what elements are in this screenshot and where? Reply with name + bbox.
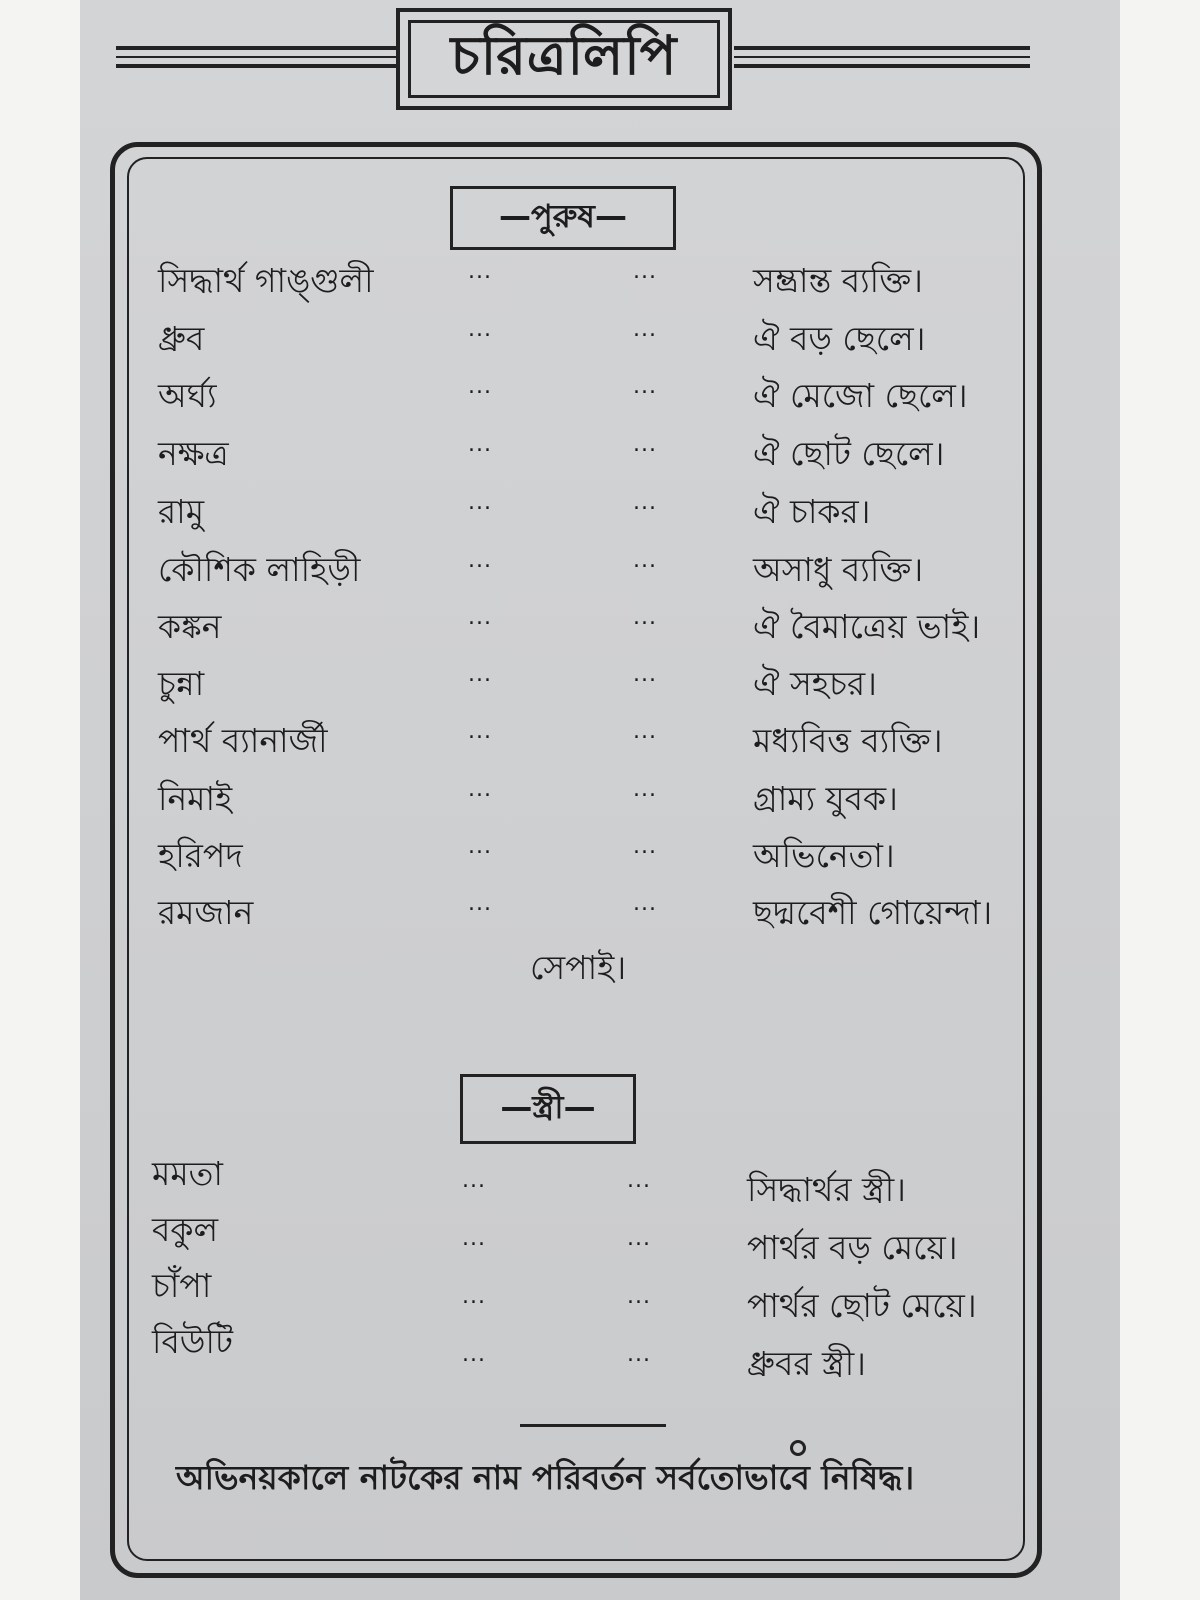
leader-dots: ... xyxy=(633,605,657,630)
leader-dots: ... xyxy=(462,1168,486,1193)
character-name: চুন্না xyxy=(158,664,205,703)
leader-dots: ... xyxy=(462,1226,486,1251)
cast-row xyxy=(152,1148,1072,1209)
leader-dots: ... xyxy=(633,834,657,859)
role-continuation: সেপাই। xyxy=(530,948,627,987)
title-box xyxy=(396,8,732,110)
leader-dots: ... xyxy=(633,259,657,284)
leader-dots: ... xyxy=(468,719,492,744)
title-rule-right xyxy=(734,46,1030,80)
leader-dots: ... xyxy=(468,374,492,399)
leader-dots: ... xyxy=(468,317,492,342)
cast-row xyxy=(158,601,1078,649)
cast-row xyxy=(158,428,1078,476)
leader-dots: ... xyxy=(633,374,657,399)
page-title: চরিত্রলিপি xyxy=(450,24,678,87)
character-role: মধ্যবিত্ত ব্যক্তি। xyxy=(753,721,943,760)
character-role: ঐ চাকর। xyxy=(753,492,871,531)
leader-dots: ... xyxy=(468,548,492,573)
leader-dots: ... xyxy=(468,432,492,457)
cast-row xyxy=(158,715,1078,763)
character-role: ছদ্মবেশী গোয়েন্দা। xyxy=(753,893,993,932)
character-name: হরিপদ xyxy=(158,836,243,875)
cast-row xyxy=(158,887,1078,935)
footer-note: অভিনয়কালে নাটকের নাম পরিবর্তন সর্বতোভাবে নিষিদ্ধ। xyxy=(176,1458,915,1497)
character-role: গ্রাম্য যুবক। xyxy=(753,779,898,818)
character-name: মমতা xyxy=(152,1154,223,1193)
character-role: পার্থর ছোট মেয়ে। xyxy=(747,1286,977,1325)
leader-dots: ... xyxy=(468,891,492,916)
character-name: বিউটি xyxy=(152,1322,233,1361)
leader-dots: ... xyxy=(627,1226,651,1251)
leader-dots: ... xyxy=(633,548,657,573)
character-name: চাঁপা xyxy=(152,1266,212,1305)
character-role: ঐ বৈমাত্রেয় ভাই। xyxy=(753,607,981,646)
cast-row xyxy=(152,1316,1072,1383)
character-role: সম্ভ্রান্ত ব্যক্তি। xyxy=(753,261,923,300)
character-name: নক্ষত্র xyxy=(158,434,229,473)
cast-row xyxy=(158,544,1078,592)
character-name: বকুল xyxy=(152,1210,219,1249)
character-name: রমজান xyxy=(158,893,254,932)
leader-dots: ... xyxy=(468,777,492,802)
character-name: ধ্রুব xyxy=(158,319,205,358)
character-name: নিমাই xyxy=(158,779,233,818)
leader-dots: ... xyxy=(627,1168,651,1193)
leader-dots: ... xyxy=(633,490,657,515)
character-role: ঐ মেজো ছেলে। xyxy=(753,376,968,415)
leader-dots: ... xyxy=(633,777,657,802)
leader-dots: ... xyxy=(462,1284,486,1309)
character-name: রামু xyxy=(158,492,205,531)
cast-row xyxy=(158,486,1078,534)
leader-dots: ... xyxy=(633,662,657,687)
character-name: সিদ্ধার্থ গাঙ্গুলী xyxy=(158,261,374,300)
character-name: অর্ঘ্য xyxy=(158,376,217,415)
character-role: অসাধু ব্যক্তি। xyxy=(753,550,924,589)
character-role: পার্থর বড় মেয়ে। xyxy=(747,1228,958,1267)
end-rule xyxy=(520,1424,666,1427)
leader-dots: ... xyxy=(633,317,657,342)
leader-dots: ... xyxy=(468,259,492,284)
cast-row xyxy=(152,1260,1072,1325)
leader-dots: ... xyxy=(468,605,492,630)
cast-row xyxy=(152,1204,1072,1267)
page xyxy=(80,0,1120,1600)
character-role: অভিনেতা। xyxy=(753,836,895,875)
character-name: কৌশিক লাহিড়ী xyxy=(158,550,361,589)
leader-dots: ... xyxy=(468,490,492,515)
title-rule-left xyxy=(116,46,398,80)
character-role: ঐ বড় ছেলে। xyxy=(753,319,926,358)
female-section-heading: —স্ত্রী— xyxy=(460,1074,636,1144)
leader-dots: ... xyxy=(462,1342,486,1367)
leader-dots: ... xyxy=(633,719,657,744)
male-section-heading: —পুরুষ— xyxy=(450,186,676,250)
cast-row xyxy=(158,370,1078,418)
leader-dots: ... xyxy=(468,662,492,687)
cast-row xyxy=(158,255,1078,303)
cast-row xyxy=(158,830,1078,878)
cast-row xyxy=(158,313,1078,361)
character-name: পার্থ ব্যানার্জী xyxy=(158,721,328,760)
character-role: ধ্রুবর স্ত্রী। xyxy=(747,1344,866,1383)
character-role: ঐ সহচর। xyxy=(753,664,877,703)
leader-dots: ... xyxy=(633,891,657,916)
leader-dots: ... xyxy=(468,834,492,859)
character-name: কঙ্কন xyxy=(158,607,222,646)
leader-dots: ... xyxy=(627,1284,651,1309)
character-role: সিদ্ধার্থর স্ত্রী। xyxy=(747,1170,906,1209)
character-role: ঐ ছোট ছেলে। xyxy=(753,434,945,473)
leader-dots: ... xyxy=(633,432,657,457)
leader-dots: ... xyxy=(627,1342,651,1367)
cast-row xyxy=(158,773,1078,821)
cast-row xyxy=(158,658,1078,706)
